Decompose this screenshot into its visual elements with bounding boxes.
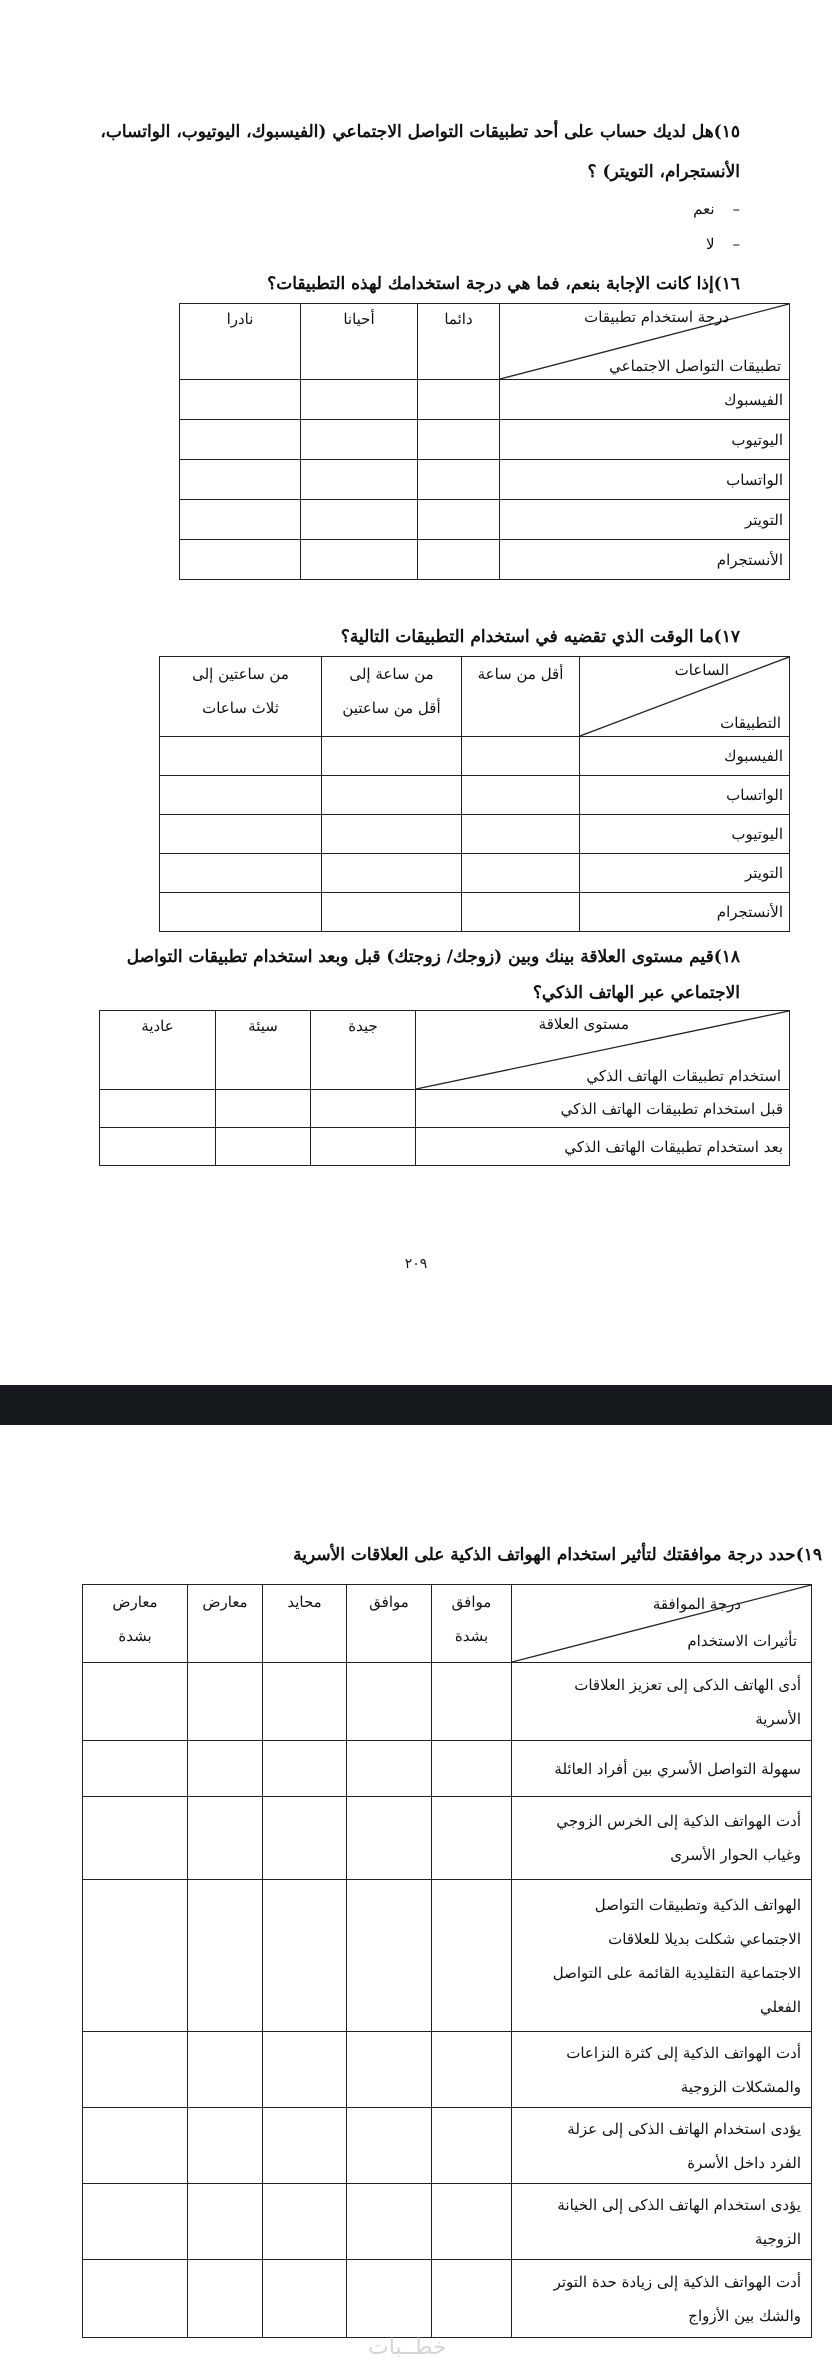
- q17-cell[interactable]: [462, 776, 580, 815]
- q19-row-label: يؤدى استخدام الهاتف الذكى إلى عزلة الفرد داخل الأسرة: [512, 2108, 812, 2184]
- q18-cell[interactable]: [100, 1128, 216, 1166]
- q17-col-one-to-two-hours: من ساعة إلى أقل من ساعتين: [322, 657, 462, 737]
- q19-diag-bottom: تأثيرات الاستخدام: [687, 1632, 797, 1650]
- q16-cell[interactable]: [418, 540, 500, 580]
- dash-icon: –: [732, 235, 740, 253]
- q19-col-neutral: محايد: [263, 1585, 347, 1663]
- q19-cell[interactable]: [83, 2032, 188, 2108]
- q19-cell[interactable]: [188, 2184, 263, 2260]
- q19-cell[interactable]: [347, 2032, 432, 2108]
- q18-line1: ١٨)قيم مستوى العلاقة بينك وبين (زوجك/ زوجتك) قبل وبعد استخدام تطبيقات التواصل: [126, 947, 740, 967]
- q19-cell[interactable]: [263, 2184, 347, 2260]
- q17-row-label: التويتر: [580, 854, 790, 893]
- q17-title: ١٧)ما الوقت الذي تقضيه في استخدام التطبيقات التالية؟: [340, 627, 740, 647]
- q16-cell[interactable]: [180, 380, 301, 420]
- q19-cell[interactable]: [432, 2260, 512, 2338]
- q18-line2: الاجتماعي عبر الهاتف الذكي؟: [532, 983, 740, 1003]
- q17-cell[interactable]: [160, 893, 322, 932]
- q17-col-under-one-hour: أقل من ساعة: [462, 657, 580, 737]
- q16-diag-bottom: تطبيقات التواصل الاجتماعي: [609, 357, 781, 375]
- q17-cell[interactable]: [160, 737, 322, 776]
- q19-col-strongly-agree: موافق بشدة: [432, 1585, 512, 1663]
- q16-cell[interactable]: [180, 420, 301, 460]
- q16-cell[interactable]: [301, 460, 418, 500]
- q16-col-always: دائما: [418, 304, 500, 380]
- page-2: [0, 1425, 832, 2380]
- q16-cell[interactable]: [301, 380, 418, 420]
- q19-cell[interactable]: [347, 2184, 432, 2260]
- q17-row-label: الواتساب: [580, 776, 790, 815]
- q19-row-label: أدت الهواتف الذكية إلى زيادة حدة التوتر والشك بين الأزواج: [512, 2260, 812, 2338]
- q19-cell[interactable]: [263, 2108, 347, 2184]
- q15-option-yes[interactable]: –نعم: [693, 200, 740, 218]
- q16-row-label: الفيسبوك: [500, 380, 790, 420]
- q19-cell[interactable]: [188, 1741, 263, 1797]
- q19-cell[interactable]: [188, 2108, 263, 2184]
- q18-cell[interactable]: [100, 1090, 216, 1128]
- q18-diag-bottom: استخدام تطبيقات الهاتف الذكي: [586, 1067, 781, 1085]
- q16-col-rarely: نادرا: [180, 304, 301, 380]
- q15-option-no[interactable]: –لا: [705, 235, 740, 253]
- watermark: خطــبات: [368, 2335, 447, 2360]
- q19-cell[interactable]: [83, 2260, 188, 2338]
- q19-row-label: يؤدى استخدام الهاتف الذكى إلى الخيانة الزوجية: [512, 2184, 812, 2260]
- q19-cell[interactable]: [432, 2184, 512, 2260]
- q18-col-bad: سيئة: [216, 1011, 311, 1090]
- q18-row-label: بعد استخدام تطبيقات الهاتف الذكي: [416, 1128, 790, 1166]
- q16-table: [179, 303, 790, 580]
- q17-row-label: الأنستجرام: [580, 893, 790, 932]
- q19-diag-top: درجة الموافقة: [652, 1595, 741, 1613]
- q19-table: [82, 1584, 812, 2338]
- q19-col-strongly-disagree: معارض بشدة: [83, 1585, 188, 1663]
- q18-row-label: قبل استخدام تطبيقات الهاتف الذكي: [416, 1090, 790, 1128]
- q19-cell[interactable]: [188, 1797, 263, 1880]
- q16-cell[interactable]: [418, 420, 500, 460]
- q19-cell[interactable]: [188, 1663, 263, 1741]
- q18-table: [99, 1010, 790, 1166]
- q19-row-label: أدت الهواتف الذكية إلى كثرة النزاعات والمشكلات الزوجية: [512, 2032, 812, 2108]
- q19-diagonal-header: [512, 1585, 812, 1663]
- q18-cell[interactable]: [311, 1128, 416, 1166]
- q18-cell[interactable]: [216, 1128, 311, 1166]
- q17-col-two-to-three-hours: من ساعتين إلى ثلاث ساعات: [160, 657, 322, 737]
- q19-cell[interactable]: [432, 2032, 512, 2108]
- q15-line1: ١٥)هل لديك حساب على أحد تطبيقات التواصل الاجتماعي (الفيسبوك، اليوتيوب، الواتساب،: [100, 122, 740, 142]
- q19-col-agree: موافق: [347, 1585, 432, 1663]
- q17-cell[interactable]: [462, 737, 580, 776]
- q19-cell[interactable]: [432, 1663, 512, 1741]
- q19-cell[interactable]: [347, 2260, 432, 2338]
- q16-cell[interactable]: [180, 460, 301, 500]
- q19-row-label: أدى الهاتف الذكى إلى تعزيز العلاقات الأسرية: [512, 1663, 812, 1741]
- q16-row-label: الواتساب: [500, 460, 790, 500]
- q19-cell[interactable]: [83, 1663, 188, 1741]
- q19-cell[interactable]: [347, 1880, 432, 2032]
- q17-row-label: الفيسبوك: [580, 737, 790, 776]
- q19-cell[interactable]: [263, 1741, 347, 1797]
- q17-diagonal-header: [580, 657, 790, 737]
- q16-cell[interactable]: [301, 500, 418, 540]
- q19-row-label: الهواتف الذكية وتطبيقات التواصل الاجتماعي شكلت بديلا للعلاقات الاجتماعية التقليدية القائمة على التواصل الفعلي: [512, 1880, 812, 2032]
- q18-cell[interactable]: [216, 1090, 311, 1128]
- q19-row-label: سهولة التواصل الأسري بين أفراد العائلة: [512, 1741, 812, 1797]
- q19-cell[interactable]: [347, 1663, 432, 1741]
- q17-cell[interactable]: [322, 737, 462, 776]
- q19-cell[interactable]: [83, 1797, 188, 1880]
- q18-col-good: جيدة: [311, 1011, 416, 1090]
- q19-cell[interactable]: [263, 2260, 347, 2338]
- q19-cell[interactable]: [347, 1741, 432, 1797]
- q19-cell[interactable]: [432, 1797, 512, 1880]
- q16-col-sometimes: أحيانا: [301, 304, 418, 380]
- q17-cell[interactable]: [462, 815, 580, 854]
- dash-icon: –: [732, 200, 740, 218]
- q19-cell[interactable]: [188, 2260, 263, 2338]
- q16-cell[interactable]: [418, 380, 500, 420]
- q19-cell[interactable]: [432, 1880, 512, 2032]
- q16-diagonal-header: [500, 304, 790, 380]
- q16-cell[interactable]: [180, 500, 301, 540]
- page-number: ٢٠٩: [404, 1256, 428, 1272]
- q19-row-label: أدت الهواتف الذكية إلى الخرس الزوجي وغياب الحوار الأسرى: [512, 1797, 812, 1880]
- q16-row-label: الأنستجرام: [500, 540, 790, 580]
- q16-diag-top: درجة استخدام تطبيقات: [584, 308, 729, 326]
- q19-cell[interactable]: [188, 1880, 263, 2032]
- q17-cell[interactable]: [462, 893, 580, 932]
- q17-cell[interactable]: [462, 854, 580, 893]
- q17-cell[interactable]: [160, 776, 322, 815]
- q16-cell[interactable]: [418, 460, 500, 500]
- q19-cell[interactable]: [263, 2032, 347, 2108]
- q16-cell[interactable]: [301, 420, 418, 460]
- q17-row-label: اليوتيوب: [580, 815, 790, 854]
- q19-col-disagree: معارض: [188, 1585, 263, 1663]
- q19-cell[interactable]: [263, 1797, 347, 1880]
- q17-cell[interactable]: [322, 815, 462, 854]
- q19-cell[interactable]: [347, 1797, 432, 1880]
- page-separator: [0, 1385, 832, 1425]
- q19-cell[interactable]: [83, 1741, 188, 1797]
- q17-cell[interactable]: [322, 854, 462, 893]
- q19-title: ١٩)حدد درجة موافقتك لتأثير استخدام الهواتف الذكية على العلاقات الأسرية: [293, 1545, 822, 1565]
- q19-cell[interactable]: [263, 1663, 347, 1741]
- q19-cell[interactable]: [188, 2032, 263, 2108]
- q16-cell[interactable]: [418, 500, 500, 540]
- q19-cell[interactable]: [83, 2184, 188, 2260]
- q19-cell[interactable]: [83, 2108, 188, 2184]
- q17-diag-bottom: التطبيقات: [720, 714, 781, 732]
- q17-table: [159, 656, 790, 932]
- q18-col-normal: عادية: [100, 1011, 216, 1090]
- q19-cell[interactable]: [263, 1880, 347, 2032]
- q15-line2: الأنستجرام، التويتر) ؟: [587, 162, 740, 182]
- q16-cell[interactable]: [301, 540, 418, 580]
- q16-cell[interactable]: [180, 540, 301, 580]
- q17-cell[interactable]: [322, 893, 462, 932]
- q17-cell[interactable]: [160, 854, 322, 893]
- q18-diag-top: مستوى العلاقة: [538, 1015, 629, 1033]
- q18-cell[interactable]: [311, 1090, 416, 1128]
- q19-cell[interactable]: [83, 1880, 188, 2032]
- q19-cell[interactable]: [347, 2108, 432, 2184]
- q19-cell[interactable]: [432, 1741, 512, 1797]
- q16-title: ١٦)إذا كانت الإجابة بنعم، فما هي درجة استخدامك لهذه التطبيقات؟: [267, 274, 740, 294]
- q17-diag-top: الساعات: [674, 661, 729, 679]
- q19-cell[interactable]: [432, 2108, 512, 2184]
- q16-row-label: اليوتيوب: [500, 420, 790, 460]
- q16-row-label: التويتر: [500, 500, 790, 540]
- q17-cell[interactable]: [322, 776, 462, 815]
- q17-cell[interactable]: [160, 815, 322, 854]
- q18-diagonal-header: [416, 1011, 790, 1090]
